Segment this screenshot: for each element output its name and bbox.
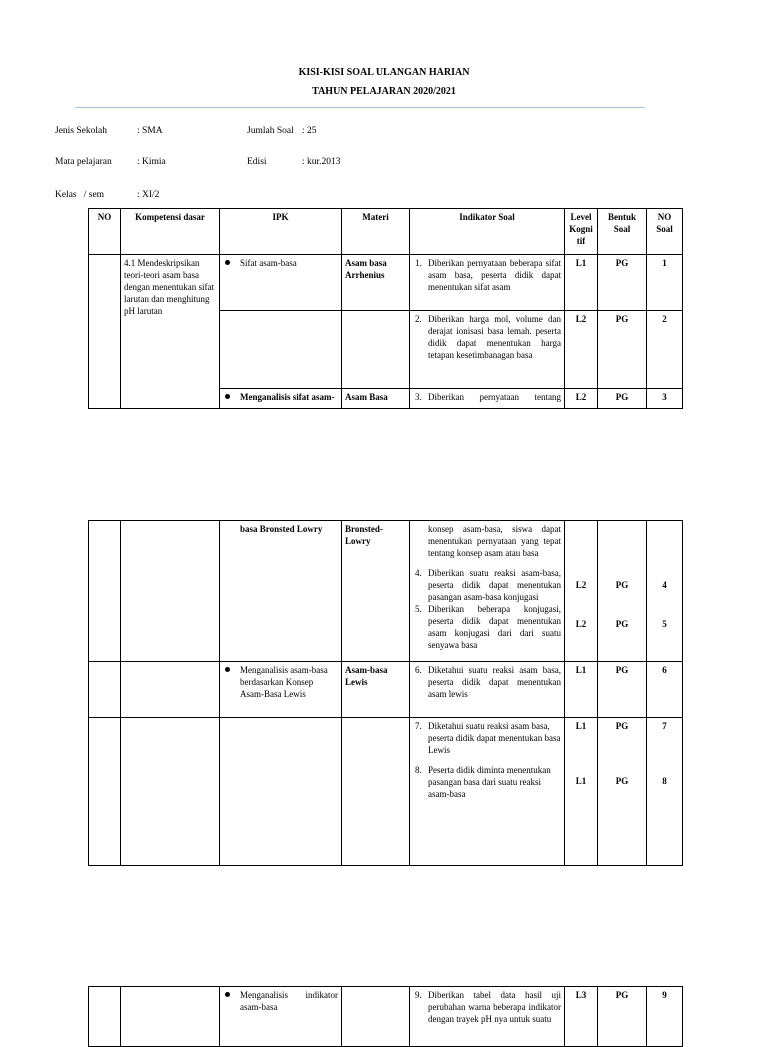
bentuk-cell <box>598 521 647 662</box>
ipk-cell <box>220 987 342 1047</box>
header-kompetensi-dasar: Kompetensi dasar <box>121 209 220 255</box>
indikator-text: Diberikan tabel data hasil uji perubahan warna beberapa indikator dengan trayek pH nya untuk suatu <box>428 990 561 1024</box>
mata-pelajaran-label: Mata pelajaran <box>55 157 112 167</box>
indikator-continuation: konsep asam-basa, siswa dapat menentukan pernyataan yang tepat tentang konsep asam atau basa <box>428 524 561 558</box>
indikator-number: 9. <box>415 990 422 1000</box>
header-ipk: IPK <box>220 209 342 255</box>
ipk-bullet-text: Sifat asam-basa <box>223 257 338 269</box>
indikator-text: Diketahui suatu reaksi asam basa, peserta didik dapat menentukan basa Lewis <box>428 721 561 755</box>
kompetensi-dasar-cell <box>121 718 220 866</box>
document-title: KISI-KISI SOAL ULANGAN HARIAN <box>298 67 470 78</box>
bentuk-cell: PG <box>598 311 647 389</box>
kisi-table-page2 <box>88 520 683 866</box>
indikator-cell <box>410 662 565 718</box>
header-indikator-soal: Indikator Soal <box>410 209 565 255</box>
jenis-sekolah-label: Jenis Sekolah <box>55 126 107 136</box>
bentuk-cell: PG <box>598 987 647 1047</box>
no-soal-cell <box>647 521 683 662</box>
edisi-value: : kur.2013 <box>302 157 341 167</box>
table-row <box>89 521 683 662</box>
level-cell: L1 <box>565 255 598 311</box>
indikator-text: Diketahui suatu reaksi asam basa, peserta didik dapat menentukan asam lewis <box>428 665 561 699</box>
indikator-cell <box>410 255 565 311</box>
ipk-cell <box>220 255 342 311</box>
indikator-number: 7. <box>415 721 422 731</box>
table-header-row <box>89 209 683 255</box>
indikator-number: 2. <box>415 314 422 324</box>
ipk-cell <box>220 389 342 409</box>
no-soal-cell: 9 <box>647 987 683 1047</box>
level-cell: L2 <box>565 311 598 389</box>
kompetensi-dasar-cell: 4.1 Mendeskripsikan teori-teori asam basa dengan menentukan sifat larutan dan menghitung pH larutan <box>121 255 220 409</box>
indikator-text: Diberikan pernyataan beberapa sifat asam basa, peserta didik dapat menentukan sifat asam <box>428 258 561 292</box>
materi-cell: Bronsted-Lowry <box>342 521 410 662</box>
no-soal-value: 5 <box>662 619 667 629</box>
no-cell <box>89 662 121 718</box>
table-row <box>89 662 683 718</box>
table-row <box>89 255 683 311</box>
bentuk-cell: PG <box>598 389 647 409</box>
jumlah-soal-value: : 25 <box>302 126 317 136</box>
indikator-cell <box>410 718 565 866</box>
level-value: L1 <box>575 776 587 786</box>
jumlah-soal-label: Jumlah Soal <box>247 126 294 136</box>
no-soal-cell: 3 <box>647 389 683 409</box>
no-soal-cell <box>647 718 683 866</box>
indikator-number: 6. <box>415 665 422 675</box>
level-value: L2 <box>575 619 587 629</box>
indikator-number: 5. <box>415 604 422 614</box>
no-soal-value: 8 <box>662 776 667 786</box>
ipk-cell <box>220 311 342 389</box>
ipk-bullet-text: Menganalisis sifat asam- <box>223 391 338 403</box>
bentuk-value: PG <box>615 619 629 629</box>
materi-cell <box>342 311 410 389</box>
no-cell <box>89 255 121 409</box>
materi-cell: Asam Basa <box>342 389 410 409</box>
level-value: L2 <box>575 580 587 590</box>
level-cell: L3 <box>565 987 598 1047</box>
table-row <box>89 987 683 1047</box>
ipk-bullet-text: Menganalisis asam-basa berdasarkan Konsep Asam-Basa Lewis <box>223 664 338 700</box>
no-soal-cell: 2 <box>647 311 683 389</box>
materi-cell <box>342 987 410 1047</box>
ipk-cell: basa Bronsted Lowry <box>220 521 342 662</box>
indikator-cell <box>410 389 565 409</box>
indikator-number: 3. <box>415 392 422 402</box>
no-cell <box>89 718 121 866</box>
indikator-text: Diberikan harga mol, volume dan derajat ionisasi basa lemah. peserta didik dapat menentukan harga tetapan kesetimbanagan basa <box>428 314 561 360</box>
no-cell <box>89 987 121 1047</box>
kompetensi-dasar-cell <box>121 662 220 718</box>
level-cell: L2 <box>565 389 598 409</box>
header-no: NO <box>89 209 121 255</box>
kisi-table-page3 <box>88 986 683 1047</box>
kompetensi-dasar-cell <box>121 521 220 662</box>
indikator-text: Peserta didik diminta menentukan pasangan basa dari suatu reaksi asam-basa <box>428 765 551 799</box>
ipk-cell <box>220 662 342 718</box>
document-subtitle: TAHUN PELAJARAN 2020/2021 <box>312 86 456 97</box>
indikator-text: Diberikan suatu reaksi asam-basa, peserta didik dapat menentukan pasangan asam-basa konjugasi <box>428 568 561 602</box>
kompetensi-dasar-cell <box>121 987 220 1047</box>
bentuk-value: PG <box>615 580 629 590</box>
jenis-sekolah-value: : SMA <box>137 126 163 136</box>
no-soal-value: 4 <box>662 580 667 590</box>
header-no-soal: NO Soal <box>647 209 683 255</box>
kisi-table-page1 <box>88 208 683 409</box>
indikator-cell <box>410 521 565 662</box>
level-cell <box>565 718 598 866</box>
level-cell: L1 <box>565 662 598 718</box>
indikator-number: 4. <box>415 568 422 578</box>
indikator-text: Diberikan pernyataan tentang <box>428 392 561 402</box>
no-cell <box>89 521 121 662</box>
mata-pelajaran-value: : Kimia <box>137 157 166 167</box>
bentuk-value: PG <box>615 721 629 731</box>
materi-cell <box>342 718 410 866</box>
no-soal-cell: 6 <box>647 662 683 718</box>
ipk-cell <box>220 718 342 866</box>
header-materi: Materi <box>342 209 410 255</box>
indikator-cell <box>410 311 565 389</box>
header-level-kognitif: Level Kogni tif <box>565 209 598 255</box>
level-cell <box>565 521 598 662</box>
materi-cell: Asam basa Arrhenius <box>342 255 410 311</box>
level-value: L1 <box>575 721 587 731</box>
materi-cell: Asam-basa Lewis <box>342 662 410 718</box>
bentuk-cell <box>598 718 647 866</box>
indikator-number: 8. <box>415 765 422 775</box>
bentuk-value: PG <box>615 776 629 786</box>
kelas-value: : XI/2 <box>137 190 160 200</box>
header-bentuk-soal: Bentuk Soal <box>598 209 647 255</box>
table-row <box>89 718 683 866</box>
kelas-label: Kelas / sem <box>55 190 105 200</box>
no-soal-cell: 1 <box>647 255 683 311</box>
no-soal-value: 7 <box>662 721 667 731</box>
bentuk-cell: PG <box>598 662 647 718</box>
indikator-cell <box>410 987 565 1047</box>
indikator-number: 1. <box>415 258 422 268</box>
indikator-text: Diberikan beberapa konjugasi, peserta didik dapat menentukan asam konjugasi dari dari suatu senyawa basa <box>428 604 561 650</box>
header-divider <box>75 107 645 108</box>
edisi-label: Edisi <box>247 157 267 167</box>
bentuk-cell: PG <box>598 255 647 311</box>
ipk-bullet-text: Menganalisis indikator asam-basa <box>223 989 338 1013</box>
